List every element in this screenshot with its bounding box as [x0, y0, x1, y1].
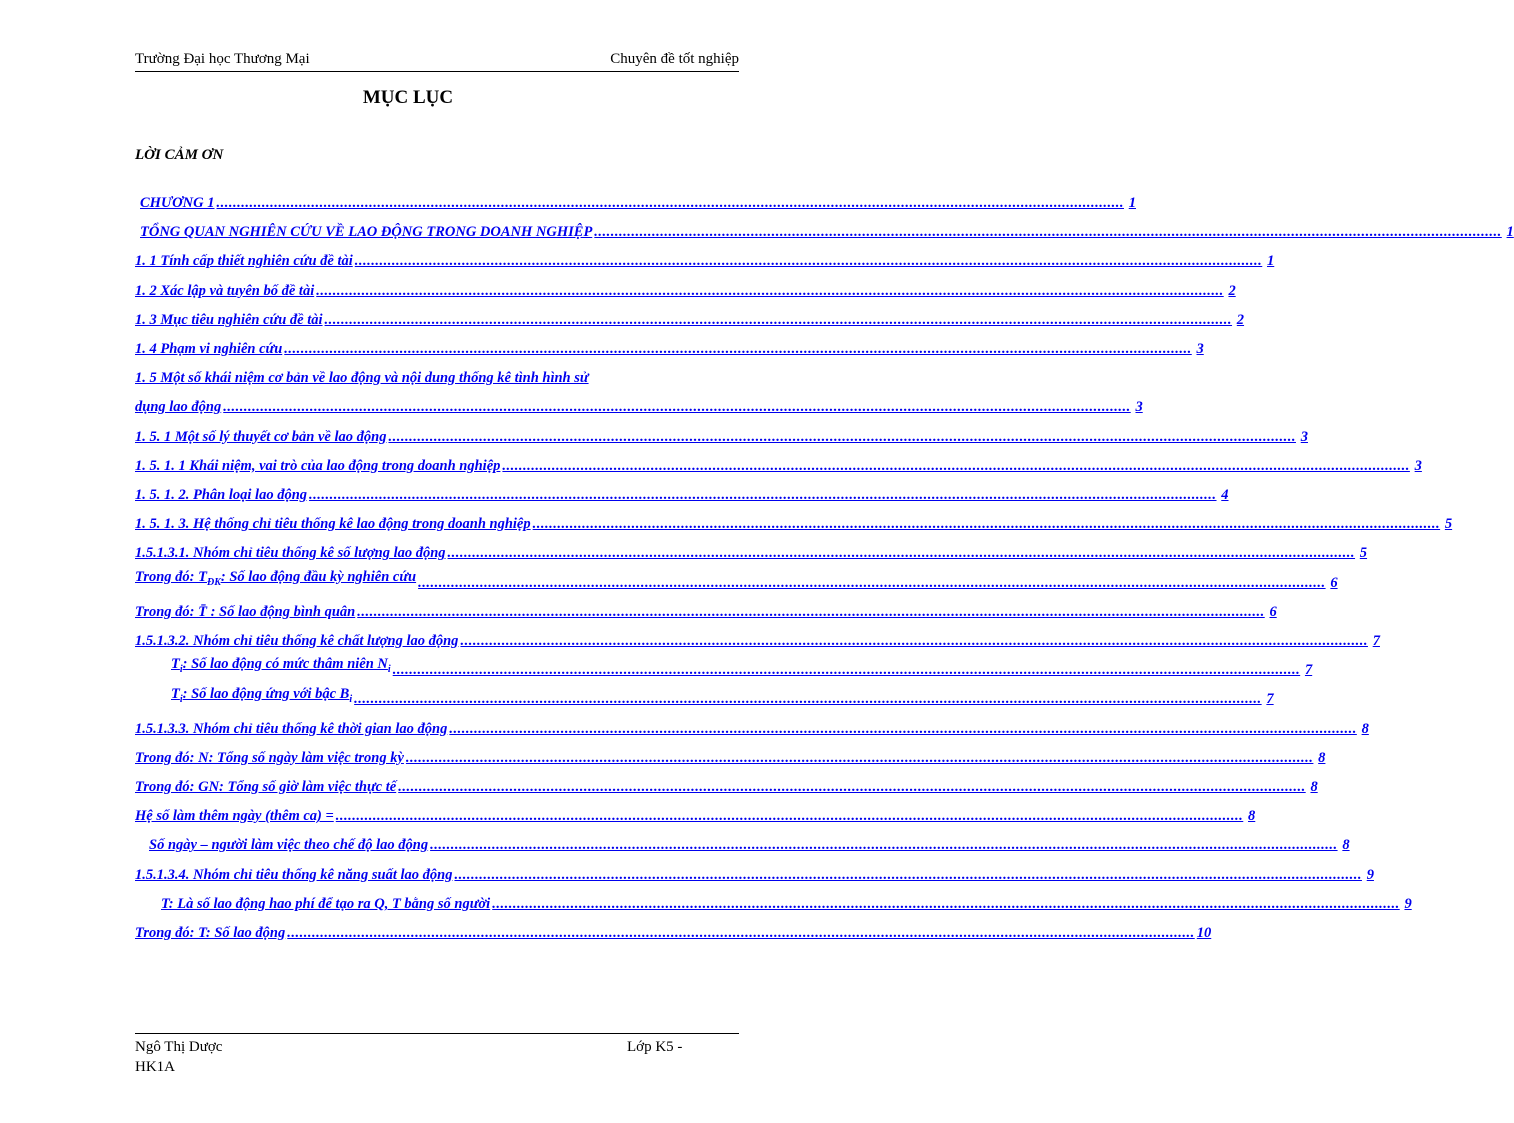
toc-entry-label: Trong đó: $T_{ĐK}$: Số lao động đầu kỳ nghiên cứu: [135, 568, 417, 588]
toc-entry-label: 1. 5. 1. 1 Khái niệm, vai trò của lao động trong doanh nghiệp: [135, 457, 501, 474]
toc-entry[interactable]: [135, 776, 1318, 796]
toc-entry[interactable]: [135, 338, 1204, 358]
toc-entry-label: Số ngày – người làm việc theo chế độ lao động: [149, 837, 429, 854]
toc-entry-label: 1. 5. 1 Một số lý thuyết cơ bản về lao động: [135, 428, 387, 445]
toc-page-number: 1: [1267, 253, 1275, 270]
toc-page-number: 6: [1269, 603, 1277, 620]
toc-page-number: 1: [1506, 224, 1514, 241]
toc-leader-dots: ............................................................................................................................................................................................................................: [388, 428, 1296, 445]
toc-page-number: 8: [1342, 837, 1350, 854]
toc-page-number: 2: [1228, 282, 1236, 299]
toc-entry-label: T: Là số lao động hao phí để tạo ra Q, T bằng số người: [161, 895, 491, 912]
toc-page-number: 4: [1221, 487, 1229, 503]
toc-entry-label: 1. 1 Tính cấp thiết nghiên cứu đề tài: [135, 253, 353, 270]
toc-entry[interactable]: [135, 656, 1313, 679]
toc-page-number: 6: [1330, 574, 1338, 591]
toc-entry[interactable]: [135, 747, 1326, 767]
toc-entry-label: $T_i$: Số lao động ứng với bậc $B_i$: [171, 685, 353, 705]
toc-entry[interactable]: [135, 192, 1136, 212]
page-footer: [135, 1033, 739, 1075]
toc-entry[interactable]: [135, 250, 1275, 270]
toc-leader-dots: ............................................................................................................................................................................................................................: [532, 516, 1441, 533]
toc-entry-label: 1. 5 Một số khái niệm cơ bản về lao động và nội dung thống kê tình hình sử: [135, 370, 589, 387]
toc-entry[interactable]: [135, 685, 1274, 708]
author-name: Ngô Thị Dược: [135, 1039, 223, 1055]
toc-page-number: 8: [1248, 808, 1256, 825]
toc-leader-dots: ............................................................................................................................................................................................................................: [502, 457, 1410, 474]
toc-page-number: 3: [1196, 341, 1204, 357]
toc-entry-label: dụng lao động: [135, 399, 222, 416]
toc-entry[interactable]: [135, 718, 1369, 738]
toc-page-number: 3: [1135, 399, 1143, 416]
page-title: MỤC LỤC: [362, 87, 454, 108]
toc-entry-label: TỔNG QUAN NGHIÊN CỨU VỀ LAO ĐỘNG TRONG DOANH NGHIỆP: [140, 224, 593, 241]
toc-page-number: 3: [1414, 457, 1422, 474]
toc-entry-label: Trong đó: N: Tổng số ngày làm việc trong kỳ: [135, 749, 404, 766]
toc-entry[interactable]: [135, 455, 1422, 475]
toc-leader-dots: ............................................................................................................................................................................................................................: [354, 691, 1262, 708]
toc-entry[interactable]: [135, 426, 1308, 446]
toc-entry[interactable]: [135, 280, 1236, 300]
toc-entry-label: CHƯƠNG 1: [140, 195, 215, 211]
preface-heading: LỜI CẢM ƠN: [135, 147, 224, 163]
toc-entry-label: 1. 5. 1. 2. Phân loại lao động: [135, 487, 308, 503]
toc-leader-dots: ............................................................................................................................................................................................................................: [430, 837, 1338, 854]
toc-leader-dots: ............................................................................................................................................................................................................................: [405, 749, 1314, 766]
toc-entry-label: $T_i$: Số lao động có mức thâm niên $N_i$: [171, 656, 391, 676]
toc-entry[interactable]: [135, 864, 1374, 884]
toc-leader-dots: ............................................................................................................................................................................................................................: [357, 603, 1265, 620]
class-label-cont: HK1A: [135, 1059, 175, 1075]
toc-entry[interactable]: [135, 893, 1412, 913]
toc-page-number: 3: [1300, 428, 1308, 445]
toc-entry-label: 1. 4 Phạm vi nghiên cứu: [135, 341, 283, 357]
toc-entry[interactable]: [135, 568, 1338, 592]
toc-page-number: 8: [1318, 749, 1326, 766]
toc-leader-dots: ............................................................................................................................................................................................................................: [223, 399, 1131, 416]
toc-leader-dots: ............................................................................................................................................................................................................................: [284, 341, 1192, 357]
toc-entry-label: 1.5.1.3.4. Nhóm chỉ tiêu thống kê năng suất lao động: [135, 866, 453, 883]
toc-page-number: 8: [1361, 720, 1369, 737]
toc-entry[interactable]: [135, 834, 1350, 854]
toc-leader-dots: ............................................................................................................................................................................................................................: [335, 808, 1244, 825]
toc-leader-dots: ............................................................................................................................................................................................................................: [492, 895, 1400, 912]
toc-entry[interactable]: [135, 542, 1368, 562]
toc-leader-dots: ............................................................................................................................................................................................................................: [449, 720, 1357, 737]
toc-entry[interactable]: [135, 367, 739, 387]
toc-leader-dots: ............................................................................................................................................................................................................................: [398, 779, 1306, 795]
toc-entry-label: 1. 3 Mục tiêu nghiên cứu đề tài: [135, 311, 323, 328]
toc-leader-dots: ............................................................................................................................................................................................................................: [287, 925, 1195, 941]
school-name: Trường Đại học Thương Mại: [135, 51, 310, 67]
toc-entry-label: 1.5.1.3.1. Nhóm chỉ tiêu thống kê số lượng lao động: [135, 545, 446, 562]
toc-leader-dots: ............................................................................................................................................................................................................................: [454, 866, 1362, 883]
toc-entry[interactable]: [135, 221, 1514, 241]
toc-page-number: 7: [1266, 691, 1274, 708]
toc-entry-label: 1.5.1.3.2. Nhóm chỉ tiêu thống kê chất lượng lao động: [135, 633, 459, 649]
toc-entry-label: Trong đó: T: Số lao động: [135, 925, 286, 941]
class-label: Lớp K5 -: [627, 1039, 683, 1055]
toc-leader-dots: ............................................................................................................................................................................................................................: [447, 545, 1356, 562]
toc-leader-dots: ............................................................................................................................................................................................................................: [460, 633, 1368, 649]
toc-entry[interactable]: [135, 922, 1212, 942]
toc-page-number: 8: [1310, 779, 1318, 795]
toc-entry[interactable]: [135, 805, 1256, 825]
toc-page-number: 9: [1366, 866, 1374, 883]
toc-page-number: 5: [1444, 516, 1453, 533]
toc-leader-dots: ............................................................................................................................................................................................................................: [392, 662, 1301, 679]
toc-entry-label: Trong đó: GN: Tổng số giờ làm việc thực tế: [135, 779, 397, 795]
toc-page-number: 5: [1359, 545, 1368, 562]
toc-page-number: 7: [1372, 633, 1380, 649]
toc-entry[interactable]: [135, 513, 1453, 533]
toc-leader-dots: ............................................................................................................................................................................................................................: [418, 574, 1326, 591]
toc-entry-label: 1. 5. 1. 3. Hệ thống chỉ tiêu thống kê lao động trong doanh nghiệp: [135, 516, 531, 533]
toc-leader-dots: ............................................................................................................................................................................................................................: [316, 282, 1224, 299]
toc-page-number: 7: [1304, 662, 1313, 679]
toc-entry[interactable]: [135, 630, 1380, 650]
toc-entry[interactable]: [135, 601, 1277, 621]
toc-leader-dots: ............................................................................................................................................................................................................................: [309, 487, 1217, 503]
toc-entry-label: Trong đó: T̄ : Số lao động bình quân: [135, 603, 356, 620]
toc-leader-dots: ............................................................................................................................................................................................................................: [324, 311, 1233, 328]
toc-page-number: 10: [1196, 925, 1212, 941]
toc-leader-dots: ............................................................................................................................................................................................................................: [354, 253, 1263, 270]
toc-page-number: 1: [1128, 195, 1136, 211]
document-type: Chuyên đề tốt nghiệp: [610, 51, 739, 67]
toc-entry[interactable]: [135, 309, 1245, 329]
toc-leader-dots: ............................................................................................................................................................................................................................: [594, 224, 1502, 241]
toc-entry[interactable]: [135, 396, 1143, 416]
page-header: [135, 49, 739, 72]
toc-page-number: 2: [1236, 311, 1245, 328]
toc-entry-label: 1.5.1.3.3. Nhóm chỉ tiêu thống kê thời gian lao động: [135, 720, 448, 737]
toc-entry-label: 1. 2 Xác lập và tuyên bố đề tài: [135, 282, 315, 299]
toc-leader-dots: ............................................................................................................................................................................................................................: [216, 195, 1124, 211]
toc-entry-label: Hệ số làm thêm ngày (thêm ca) =: [135, 808, 334, 825]
toc-entry[interactable]: [135, 484, 1229, 504]
toc-page-number: 9: [1404, 895, 1412, 912]
